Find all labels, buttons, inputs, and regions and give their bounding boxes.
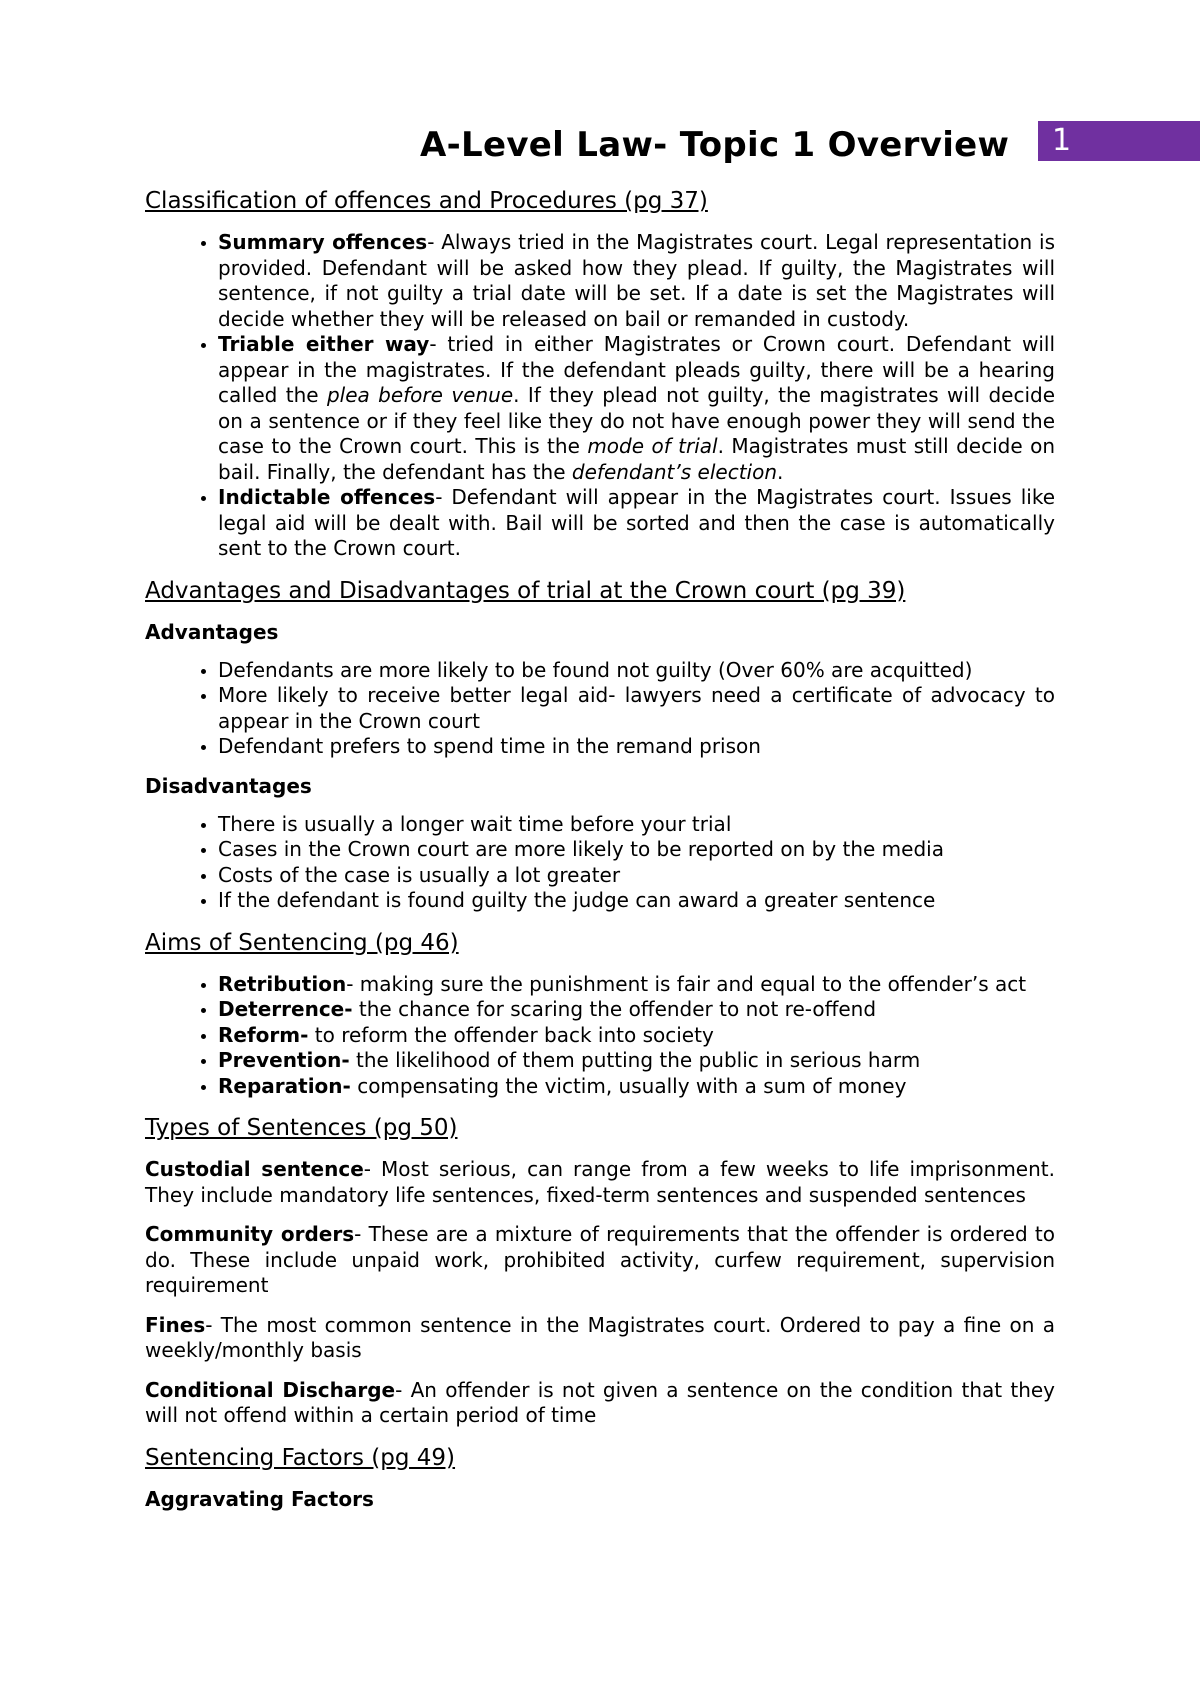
definition: - The most common sentence in the Magistrates court. Ordered to pay a fine on a weekly/monthly basis [145, 1312, 1055, 1362]
section-factors [145, 1443, 1055, 1511]
paragraph [145, 1378, 1055, 1429]
definition: . If they plead not guilty, the magistrates will decide on a sentence or if they feel like they do not have enough power they will send the case to the Crown court. This is the [218, 383, 1055, 458]
term: Retribution [218, 971, 347, 996]
list-item: • If the defendant is found guilty the judge can award a greater sentence [218, 888, 1055, 914]
term: Indictable offences [218, 485, 436, 509]
section-heading: Aims of Sentencing (pg 46) [145, 929, 459, 956]
term: Reparation- [218, 1073, 351, 1098]
definition: - These are a mixture of requirements that the offender is ordered to do. These include unpaid work, prohibited activity, curfew requirement, supervision requirement [145, 1222, 1055, 1297]
term: Triable either way [218, 332, 430, 356]
term: Deterrence- [218, 997, 353, 1021]
definition: the chance for scaring the offender to not re-offend [352, 997, 877, 1021]
page-number: 1 [1052, 123, 1072, 158]
list-item: • More likely to receive better legal aid- lawyers need a certificate of advocacy to appear in the Crown court [218, 683, 1055, 734]
section-crown-court [145, 576, 1055, 914]
emphasis: defendant’s election [571, 459, 778, 484]
list-item [218, 1048, 1055, 1074]
emphasis: mode of trial [587, 434, 718, 458]
sub-heading: Disadvantages [145, 773, 312, 798]
definition: compensating the victim, usually with a sum of money [350, 1073, 907, 1098]
list-item [218, 972, 1055, 998]
section-aims [145, 928, 1055, 1100]
offence-list [145, 230, 1055, 562]
term: Custodial sentence [145, 1157, 364, 1181]
page-title: A-Level Law- Topic 1 Overview [420, 125, 1010, 165]
definition: . Magistrates must still decide on bail. Finally, the defendant has the [218, 434, 1055, 484]
definition: - Defendant will appear in the Magistrates court. Issues like legal aid will be dealt with. Bail will be sorted and then the case is automatically sent to the Crown court. [218, 485, 1056, 560]
list-item: • Costs of the case is usually a lot greater [218, 863, 1055, 889]
disadvantages-list [145, 812, 1055, 914]
term: Reform- [218, 1022, 309, 1047]
definition: - making sure the punishment is fair and equal to the offender’s act [346, 971, 1027, 996]
section-heading: Advantages and Disadvantages of trial at the Crown court (pg 39) [145, 577, 906, 604]
section-heading: Types of Sentences (pg 50) [145, 1115, 458, 1141]
list-item [218, 1074, 1055, 1100]
sub-heading: Advantages [145, 619, 279, 644]
paragraph [145, 1157, 1055, 1208]
list-item: • Defendant prefers to spend time in the remand prison [218, 734, 1055, 760]
definition: to reform the offender back into society [308, 1022, 714, 1047]
list-item: • Cases in the Crown court are more likely to be reported on by the media [218, 837, 1055, 863]
advantages-list [145, 658, 1055, 760]
page-number-badge [1038, 121, 1200, 161]
term: Fines [145, 1312, 206, 1337]
list-item [218, 997, 1055, 1023]
term: Community orders [145, 1222, 355, 1246]
aims-list [145, 972, 1055, 1100]
definition: . [777, 459, 784, 484]
term: Summary offences [218, 230, 428, 254]
term: Prevention- [218, 1048, 350, 1072]
section-heading: Sentencing Factors (pg 49) [145, 1444, 456, 1471]
definition: - tried in either Magistrates or Crown court. Defendant will appear in the magistrates. If the defendant pleads guilty, there will be a hearing called the [218, 332, 1055, 407]
list-item [218, 230, 1055, 332]
emphasis: plea before venue [326, 383, 514, 407]
list-item: • There is usually a longer wait time before your trial [218, 812, 1055, 838]
list-item: • Defendants are more likely to be found not guilty (Over 60% are acquitted) [218, 658, 1055, 684]
definition: the likelihood of them putting the public in serious harm [349, 1048, 921, 1072]
list-item [218, 1023, 1055, 1049]
paragraph [145, 1222, 1055, 1299]
section-classification [145, 186, 1055, 562]
term: Conditional Discharge [145, 1377, 396, 1402]
page-header [420, 120, 1009, 170]
list-item [218, 485, 1055, 562]
sub-heading: Aggravating Factors [145, 1486, 374, 1511]
list-item [218, 332, 1055, 485]
section-sentences [145, 1113, 1055, 1429]
paragraph [145, 1313, 1055, 1364]
definition: - Most serious, can range from a few weeks to life imprisonment. They include mandatory life sentences, fixed-term sentences and suspended sentences [145, 1157, 1055, 1207]
section-heading: Classification of offences and Procedures (pg 37) [145, 188, 708, 214]
document-body [145, 186, 1055, 1525]
definition: - An offender is not given a sentence on the condition that they will not offend within a certain period of time [145, 1377, 1056, 1427]
definition: - Always tried in the Magistrates court. Legal representation is provided. Defendant will be asked how they plead. If guilty, the Magistrates will sentence, if not guilty a trial date will be set. If a date is set the Magistrates will decide whether they will be released on bail or remanded in custody. [218, 230, 1055, 331]
